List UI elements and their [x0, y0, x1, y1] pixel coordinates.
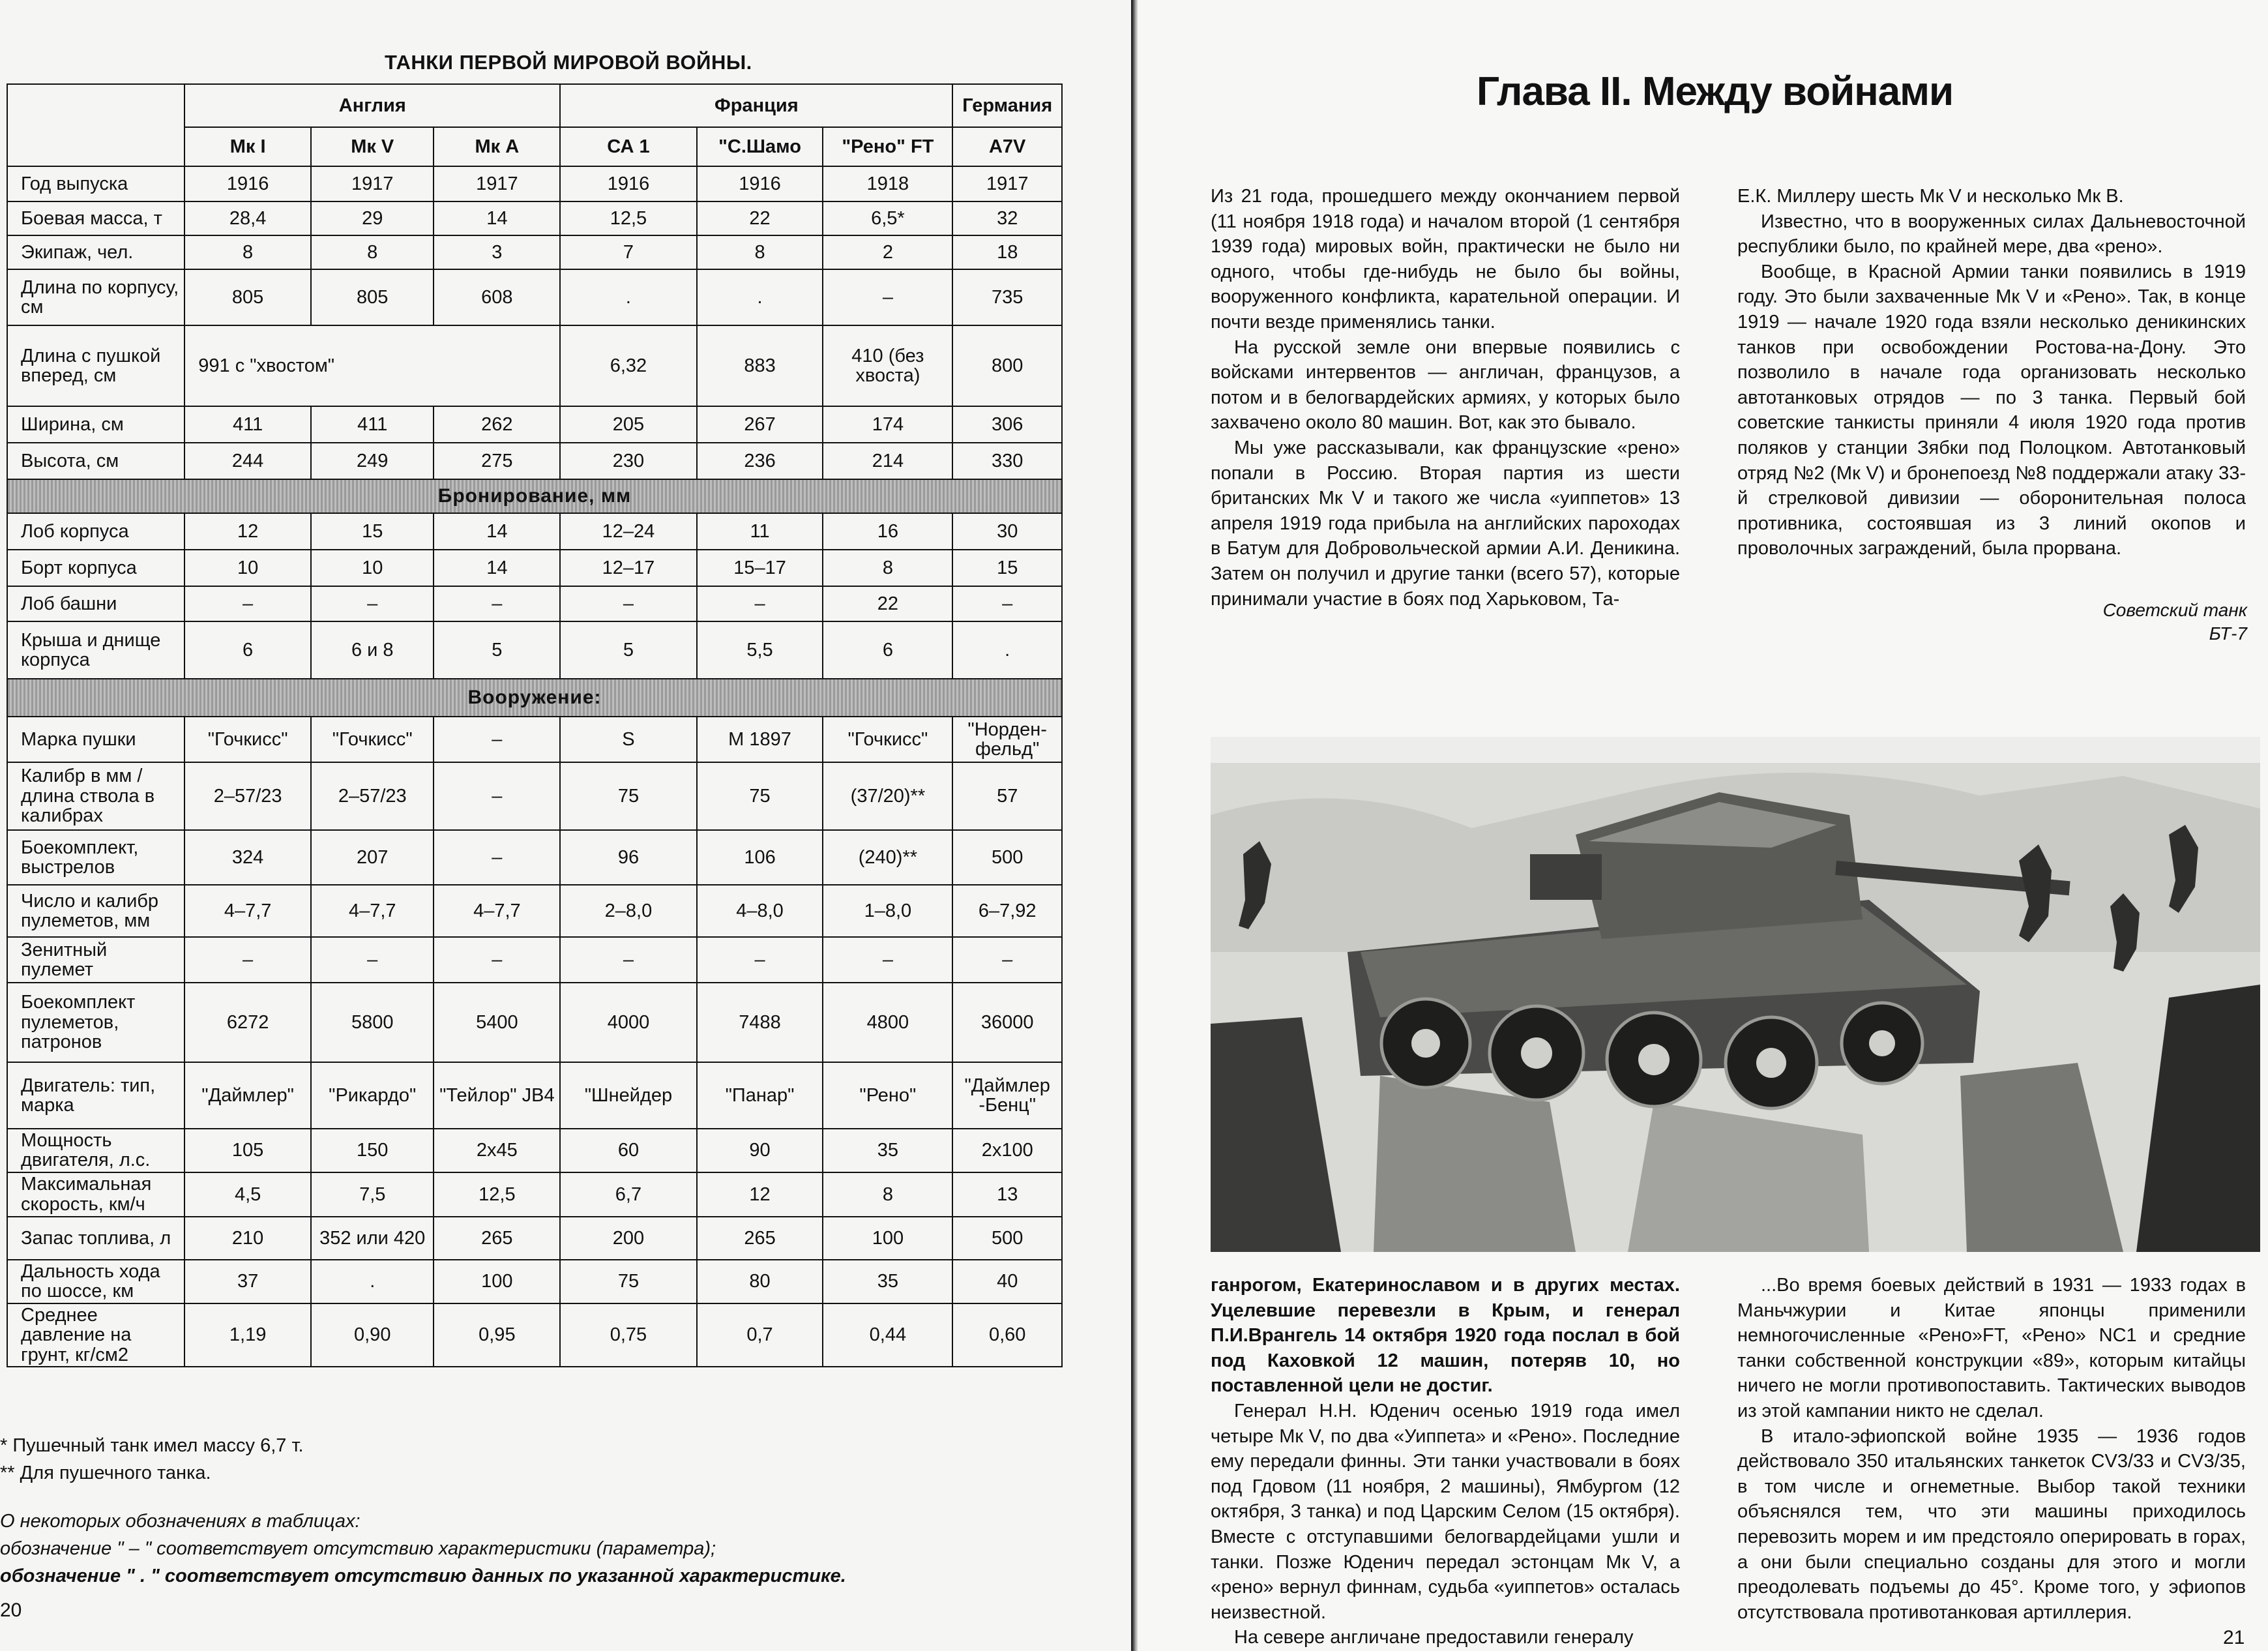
spec-row: [7, 983, 1062, 1062]
spec-value: 150: [311, 1129, 434, 1172]
spec-value: 15: [952, 550, 1062, 586]
spec-value: 1917: [434, 166, 560, 201]
spec-row: [7, 885, 1062, 937]
paragraph: Вообще, в Красной Армии танки появились в 1919 году. Это были захваченные Мк V и «Рено». Так, в конце 1919 — начале 1920 года взяли несколько деникинских танков при освобождении Ростова-на-Дону. Это позволило в начале года организовать несколько автотанковых отрядов — по 3 танка. Первый бой советские танкисты приняли 4 июля 1920 года против поляков у станции Зябки под Полоцком. Автотанковый отряд №2 (Мк V) и бронепоезд №8 поддержали атаку 33-й стрелковой дивизии — оборонительная полоса противника, состоявшая из 3 линий окопов и проволочных заграждений, была прорвана.: [1737, 261, 2246, 559]
spec-value: 4000: [560, 983, 696, 1062]
paragraph: На севере англичане предоставили генералу: [1234, 1627, 1634, 1648]
spec-value: 800: [952, 325, 1062, 406]
paragraph: Генерал Н.Н. Юденич осенью 1919 года имел четыре Мк V, по два «Уиппета» и «Рено». Последние ему передали финны. Эти танки участвовали в боях под Гдовом (11 ноября, 2 машины), Ямбургом (12 октября, 3 танка) и под Царским Селом (15 октября). Вместе с отступавшими белогвардейцами ушли и танки. Позже Юденич передал эстонцам Мк V, а «рено» вернул финнам, судьба «уиппетов» осталась неизвестной.: [1211, 1400, 1680, 1623]
spec-value: 265: [434, 1217, 560, 1260]
spec-value: .: [952, 621, 1062, 679]
section-weapons-row: [7, 679, 1062, 717]
photo-caption: Советский танк БТ-7: [2102, 600, 2247, 644]
spec-value: "Рено": [823, 1062, 952, 1129]
spec-value: –: [184, 937, 311, 983]
spec-row: [7, 443, 1062, 479]
row-label: Высота, см: [7, 443, 184, 479]
paragraph: ганрогом, Екатеринославом и в других местах. Уцелевшие перевезли в Крым, и генерал П.И.Врангель 14 октября 1920 года послал в бой под Каховкой 12 машин, потеряв 10, но поставленной цели не достиг.: [1211, 1275, 1680, 1397]
spec-value: 105: [184, 1129, 311, 1172]
spec-value: "Гочкисс": [311, 717, 434, 762]
model-st-chamond: "С.Шамо: [697, 127, 823, 166]
spec-value: 5: [434, 621, 560, 679]
model-mk1: Мк I: [184, 127, 311, 166]
spec-value: –: [434, 762, 560, 830]
spec-value: 735: [952, 269, 1062, 325]
spec-value: 12–24: [560, 513, 696, 550]
spec-row: [7, 830, 1062, 885]
spec-value: 1916: [184, 166, 311, 201]
paragraph: В итало-эфиопской войне 1935 — 1936 годов действовало 350 итальянских танкеток CV3/33 и CV3/35, в том числе и огнеметные. Выбор такой техники объяснялся тем, что эти машины приходилось перевозить морем и им предстояло оперировать в горах, а они были специально созданы для этого и могли преодолевать подъемы до 45°. Кроме того, у эфиопов отсутствовала противотанковая артиллерия.: [1737, 1425, 2246, 1623]
spec-value: 4–8,0: [697, 885, 823, 937]
spec-value: 75: [560, 1260, 696, 1303]
spec-value: 57: [952, 762, 1062, 830]
spec-value: –: [184, 586, 311, 621]
spec-value: 12,5: [560, 201, 696, 235]
spec-value: –: [311, 586, 434, 621]
bt7-tank-photo: [1211, 737, 2260, 1252]
spec-value: –: [434, 586, 560, 621]
spec-value: 2х100: [952, 1129, 1062, 1172]
spec-value: 7,5: [311, 1172, 434, 1217]
row-label: Максимальная скорость, км/ч: [7, 1172, 184, 1217]
spec-value: 10: [311, 550, 434, 586]
spec-value: 12: [697, 1172, 823, 1217]
spec-value: 6,5*: [823, 201, 952, 235]
spec-value: 13: [952, 1172, 1062, 1217]
spec-value: 207: [311, 830, 434, 885]
spec-value: 5800: [311, 983, 434, 1062]
spec-value: 1917: [952, 166, 1062, 201]
spec-value: 174: [823, 406, 952, 443]
model-a7v: A7V: [952, 127, 1062, 166]
page-number-left: 20: [0, 1599, 22, 1621]
spec-value: 265: [697, 1217, 823, 1260]
spec-value: 411: [311, 406, 434, 443]
spec-value: 90: [697, 1129, 823, 1172]
spec-value: 236: [697, 443, 823, 479]
spec-value: "Даймлер": [184, 1062, 311, 1129]
text-column-top-right: [1737, 184, 2246, 561]
row-label: Длина с пушкой вперед, см: [7, 325, 184, 406]
spec-value: 805: [311, 269, 434, 325]
model-mk5: Мк V: [311, 127, 434, 166]
table-title: ТАНКИ ПЕРВОЙ МИРОВОЙ ВОЙНЫ.: [385, 51, 752, 74]
spec-value: 35: [823, 1260, 952, 1303]
spec-value: 28,4: [184, 201, 311, 235]
spec-row: [7, 235, 1062, 269]
spec-value: 12,5: [434, 1172, 560, 1217]
spec-row: [7, 1062, 1062, 1129]
row-label: Ширина, см: [7, 406, 184, 443]
spec-value: –: [560, 937, 696, 983]
paragraph: Из 21 года, прошедшего между окончанием первой (11 ноября 1918 года) и началом второй (1 сентября 1939 года) мировых войн, практически не было ни одного, чтобы где-нибудь не было бы войны, вооруженного конфликта, карательной операции. И почти везде применялись танки.: [1211, 186, 1680, 333]
spec-value: 1,19: [184, 1303, 311, 1367]
spec-value: 324: [184, 830, 311, 885]
row-label: Среднее давление на грунт, кг/см2: [7, 1303, 184, 1367]
paragraph: Известно, что в вооруженных силах Дальневосточной республики было, по крайней мере, два «рено».: [1737, 211, 2246, 258]
model-mka: Мк А: [434, 127, 560, 166]
row-label: Марка пушки: [7, 717, 184, 762]
spec-row: [7, 406, 1062, 443]
spec-value: 0,44: [823, 1303, 952, 1367]
spec-value: –: [952, 937, 1062, 983]
spec-value: 214: [823, 443, 952, 479]
spec-value: 60: [560, 1129, 696, 1172]
spec-value: 6: [184, 621, 311, 679]
spec-row: [7, 166, 1062, 201]
text-column-bottom-left: [1211, 1273, 1680, 1650]
country-header-row: [7, 84, 1062, 127]
spec-value: (240)**: [823, 830, 952, 885]
row-label: Боекомплект пулеметов, патронов: [7, 983, 184, 1062]
country-england: Англия: [184, 84, 560, 127]
spec-row: [7, 1217, 1062, 1260]
spec-value: 15: [311, 513, 434, 550]
spec-row: [7, 1172, 1062, 1217]
spec-value: 2–57/23: [184, 762, 311, 830]
spec-value: 11: [697, 513, 823, 550]
spec-value: 2–8,0: [560, 885, 696, 937]
spec-value: 8: [184, 235, 311, 269]
spec-value: 4–7,7: [311, 885, 434, 937]
spec-row: [7, 1129, 1062, 1172]
spec-value: 16: [823, 513, 952, 550]
spec-value: 200: [560, 1217, 696, 1260]
spec-value: –: [697, 937, 823, 983]
spec-row: [7, 762, 1062, 830]
spec-value: 14: [434, 201, 560, 235]
notation-heading: О некоторых обозначениях в таблицах:: [0, 1511, 361, 1532]
spec-value: 5400: [434, 983, 560, 1062]
footnote-2: ** Для пушечного танка.: [0, 1463, 211, 1483]
spec-value: 883: [697, 325, 823, 406]
spec-value: 306: [952, 406, 1062, 443]
footnote-1: * Пушечный танк имел массу 6,7 т.: [0, 1435, 304, 1456]
spec-value: 500: [952, 830, 1062, 885]
spec-row: [7, 937, 1062, 983]
spec-value: 6 и 8: [311, 621, 434, 679]
spec-value: "Даймлер -Бенц": [952, 1062, 1062, 1129]
spec-value: 12: [184, 513, 311, 550]
spec-value: "Тейлор" JB4: [434, 1062, 560, 1129]
spec-row: [7, 1303, 1062, 1367]
spec-value: 4800: [823, 983, 952, 1062]
spec-value: "Панар": [697, 1062, 823, 1129]
spec-value: 230: [560, 443, 696, 479]
spec-value: 6–7,92: [952, 885, 1062, 937]
spec-value: 244: [184, 443, 311, 479]
spec-value: 8: [823, 550, 952, 586]
spec-value: –: [434, 717, 560, 762]
row-label: Мощность двигателя, л.с.: [7, 1129, 184, 1172]
spec-value: 6,32: [560, 325, 696, 406]
tanks-spec-table: [7, 83, 1063, 1367]
spec-value: 249: [311, 443, 434, 479]
spec-value: S: [560, 717, 696, 762]
spec-value: 1–8,0: [823, 885, 952, 937]
spec-value: 14: [434, 550, 560, 586]
spec-value: 6272: [184, 983, 311, 1062]
spec-value: "Норден-фельд": [952, 717, 1062, 762]
row-label: Зенитный пулемет: [7, 937, 184, 983]
spec-value: 7488: [697, 983, 823, 1062]
spec-value: –: [952, 586, 1062, 621]
spec-row: [7, 513, 1062, 550]
spec-value: 3: [434, 235, 560, 269]
spec-value: 0,75: [560, 1303, 696, 1367]
spec-value: 2х45: [434, 1129, 560, 1172]
row-label: Лоб башни: [7, 586, 184, 621]
spec-value: 80: [697, 1260, 823, 1303]
right-page: [1138, 0, 2268, 1651]
spec-value: 75: [560, 762, 696, 830]
spec-value: 991 с "хвостом": [184, 325, 560, 406]
spec-value: 10: [184, 550, 311, 586]
spec-value: 8: [311, 235, 434, 269]
spec-value: 40: [952, 1260, 1062, 1303]
spec-value: 1916: [697, 166, 823, 201]
section-armor-title: Бронирование, мм: [7, 479, 1062, 513]
spec-row: [7, 1260, 1062, 1303]
spec-value: 608: [434, 269, 560, 325]
spec-row: [7, 621, 1062, 679]
spec-value: 18: [952, 235, 1062, 269]
spec-value: 4,5: [184, 1172, 311, 1217]
spec-value: (37/20)**: [823, 762, 952, 830]
spec-value: 5,5: [697, 621, 823, 679]
spec-value: 15–17: [697, 550, 823, 586]
spec-value: 5: [560, 621, 696, 679]
spec-value: 12–17: [560, 550, 696, 586]
spec-value: 29: [311, 201, 434, 235]
footnotes: [0, 1432, 1108, 1487]
spec-row: [7, 717, 1062, 762]
spec-value: 410 (без хвоста): [823, 325, 952, 406]
spec-value: –: [434, 937, 560, 983]
spec-value: 411: [184, 406, 311, 443]
row-label: Дальность хода по шоссе, км: [7, 1260, 184, 1303]
row-label: Калибр в мм / длина ствола в калибрах: [7, 762, 184, 830]
spec-value: 2–57/23: [311, 762, 434, 830]
spec-row: [7, 269, 1062, 325]
notation-dot: обозначение " . " соответствует отсутствию данных по указанной характеристике.: [0, 1566, 846, 1586]
text-column-top-left: [1211, 184, 1680, 612]
spec-value: 1916: [560, 166, 696, 201]
spec-value: 205: [560, 406, 696, 443]
paragraph: Мы уже рассказывали, как французские «рено» попали в Россию. Вторая партия из шести британских Мк V и такого же числа «уиппетов» 13 апреля 1919 года прибыла на английских пароходах в Батум для Добровольческой армии А.И. Деникина. Затем он получил и другие танки (всего 57), которые принимали участие в боях под Харьковом, Та-: [1211, 437, 1680, 610]
spec-value: 0,95: [434, 1303, 560, 1367]
spec-value: .: [560, 269, 696, 325]
country-germany: Германия: [952, 84, 1062, 127]
row-label: Борт корпуса: [7, 550, 184, 586]
spec-value: 37: [184, 1260, 311, 1303]
row-label: Боекомплект, выстрелов: [7, 830, 184, 885]
spec-value: 4–7,7: [184, 885, 311, 937]
chapter-title: Глава II. Между войнами: [1477, 69, 1954, 114]
row-label: Крыша и днище корпуса: [7, 621, 184, 679]
notation-legend: [0, 1508, 1108, 1590]
spec-value: 0,90: [311, 1303, 434, 1367]
paragraph: На русской земле они впервые появились с войсками интервентов — англичан, французов, а потом и в белогвардейских армиях, у которых было захвачено около 80 машин. Вот, как это бывало.: [1211, 336, 1680, 434]
spec-value: 30: [952, 513, 1062, 550]
spec-value: 6,7: [560, 1172, 696, 1217]
spec-value: 500: [952, 1217, 1062, 1260]
row-label: Боевая масса, т: [7, 201, 184, 235]
row-label: Год выпуска: [7, 166, 184, 201]
spec-value: 22: [697, 201, 823, 235]
left-page: [0, 0, 1131, 1651]
spec-value: –: [560, 586, 696, 621]
country-france: Франция: [560, 84, 952, 127]
text-column-bottom-right: [1737, 1273, 2246, 1625]
spec-value: 210: [184, 1217, 311, 1260]
spec-value: 4–7,7: [434, 885, 560, 937]
spec-value: –: [823, 269, 952, 325]
spec-value: 22: [823, 586, 952, 621]
spec-value: .: [697, 269, 823, 325]
spec-value: 35: [823, 1129, 952, 1172]
spec-value: 106: [697, 830, 823, 885]
spec-value: 0,7: [697, 1303, 823, 1367]
spec-value: 275: [434, 443, 560, 479]
spec-value: 7: [560, 235, 696, 269]
model-ca1: СА 1: [560, 127, 696, 166]
spec-value: 1918: [823, 166, 952, 201]
spec-value: 805: [184, 269, 311, 325]
spec-value: "Шнейдер: [560, 1062, 696, 1129]
corner-cell: [7, 84, 184, 166]
spec-value: 100: [434, 1260, 560, 1303]
spec-value: 96: [560, 830, 696, 885]
row-label: Двигатель: тип, марка: [7, 1062, 184, 1129]
spec-value: 6: [823, 621, 952, 679]
paragraph: ...Во время боевых действий в 1931 — 1933 годах в Маньчжурии и Китае японцы применили немногочисленные «Рено»FT, «Рено» NC1 и средние танки собственной конструкции «89», которым китайцы ничего не могли противопоставить. Тактических выводов из этой кампании никто не сделал.: [1737, 1275, 2246, 1421]
spec-value: 36000: [952, 983, 1062, 1062]
row-label: Экипаж, чел.: [7, 235, 184, 269]
spec-value: 75: [697, 762, 823, 830]
spec-value: –: [434, 830, 560, 885]
spec-row: [7, 586, 1062, 621]
spec-value: 262: [434, 406, 560, 443]
page-number-right: 21: [2223, 1627, 2245, 1648]
model-renault-ft: "Рено" FT: [823, 127, 952, 166]
spec-value: 0,60: [952, 1303, 1062, 1367]
paragraph: Е.К. Миллеру шесть Мк V и несколько Мк В.: [1737, 186, 2124, 207]
spec-value: M 1897: [697, 717, 823, 762]
spec-value: 267: [697, 406, 823, 443]
spec-value: 330: [952, 443, 1062, 479]
spec-value: 2: [823, 235, 952, 269]
spec-value: 1917: [311, 166, 434, 201]
row-label: Число и калибр пулеметов, мм: [7, 885, 184, 937]
row-label: Запас топлива, л: [7, 1217, 184, 1260]
spec-value: .: [311, 1260, 434, 1303]
spec-value: –: [823, 937, 952, 983]
row-label: Лоб корпуса: [7, 513, 184, 550]
notation-dash: обозначение " – " соответствует отсутствию характеристики (параметра);: [0, 1538, 716, 1559]
spec-value: 8: [823, 1172, 952, 1217]
section-weapons-title: Вооружение:: [7, 679, 1062, 717]
row-label: Длина по корпусу, см: [7, 269, 184, 325]
spec-value: 8: [697, 235, 823, 269]
spec-value: "Гочкисс": [823, 717, 952, 762]
spec-value: –: [697, 586, 823, 621]
spec-row: [7, 550, 1062, 586]
spec-row: [7, 201, 1062, 235]
spec-value: 352 или 420: [311, 1217, 434, 1260]
section-armor-row: [7, 479, 1062, 513]
spec-row: [7, 325, 1062, 406]
spec-value: "Гочкисс": [184, 717, 311, 762]
spec-value: –: [311, 937, 434, 983]
spec-value: 14: [434, 513, 560, 550]
spec-value: 100: [823, 1217, 952, 1260]
spec-value: "Рикардо": [311, 1062, 434, 1129]
spec-value: 32: [952, 201, 1062, 235]
